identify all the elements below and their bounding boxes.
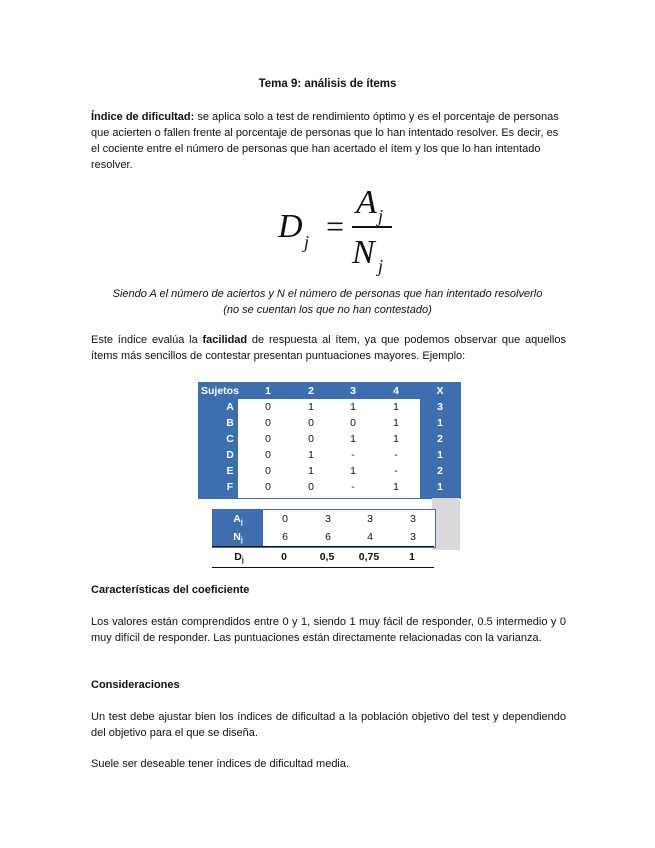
row-subject: A: [226, 401, 234, 413]
header-cell-sujetos: Sujetos: [201, 385, 239, 397]
consideraciones-paragraph-1: Un test debe ajustar bien los índices de dificultad a la población objetivo del test y dependiendo del objetivo para el que se diseña.: [91, 711, 566, 739]
dj-table: [212, 546, 434, 568]
row-total: 3: [437, 401, 443, 413]
row-value: 1: [393, 481, 399, 493]
intro-text: se aplica solo a test de rendimiento óptimo y es el porcentaje de personas que acierten o fallen frente al porcentaje de personas que lo han intentado resolver. Es decir, es el cociente entre el número de personas que han acertado el ítem y los que lo han intentado resolver.: [91, 111, 559, 171]
row-total: 1: [437, 417, 443, 429]
row-value: 0: [265, 449, 271, 461]
row-value: 1: [393, 401, 399, 413]
table-row: [198, 415, 461, 431]
table-shadow-decoration: [432, 498, 460, 550]
aj-value: 3: [410, 513, 416, 525]
formula-numerator-sub: j: [378, 206, 384, 226]
nj-value: 3: [410, 531, 416, 543]
row-total: 1: [437, 481, 443, 493]
aj-value: 3: [325, 513, 331, 525]
row-value: 0: [265, 481, 271, 493]
row-value: 1: [393, 417, 399, 429]
row-value: 1: [350, 465, 356, 477]
table-row: [198, 463, 461, 479]
intro-paragraph: [91, 109, 566, 173]
subjects-table: [198, 382, 461, 499]
difficulty-formula: [278, 184, 398, 279]
caracteristicas-heading: Características del coeficiente: [91, 584, 250, 596]
formula-numerator: A: [356, 184, 377, 221]
caption-line-1: Siendo A el número de aciertos y N el número de personas que han intentado resolverlo: [112, 288, 543, 300]
nj-value: 6: [282, 531, 288, 543]
header-cell-x: X: [436, 385, 444, 397]
row-subject: F: [226, 481, 234, 493]
row-subject: C: [226, 433, 234, 445]
dj-value: 0,75: [358, 551, 380, 563]
row-subject: B: [226, 417, 234, 429]
row-value: 1: [308, 449, 314, 461]
table-header-row: [198, 383, 461, 399]
table-row: [198, 479, 461, 495]
consideraciones-paragraph-2: Suele ser deseable tener índices de dificultad media.: [91, 758, 350, 770]
row-value: 1: [350, 433, 356, 445]
row-value: 1: [308, 401, 314, 413]
dj-label: $D_j$: [234, 551, 244, 564]
dj-value: 0,5: [319, 551, 335, 563]
nj-value: 6: [325, 531, 331, 543]
indice-bold: facilidad: [202, 334, 248, 346]
aj-value: 0: [282, 513, 288, 525]
row-value: 0: [265, 433, 271, 445]
row-value: -: [351, 449, 355, 461]
formula-denominator: N: [352, 234, 375, 271]
table-row: [198, 447, 461, 463]
formula-caption: [0, 286, 655, 318]
row-value: -: [394, 449, 398, 461]
indice-before: Este índice evalúa la: [91, 334, 203, 346]
nj-label: $N_j$: [213, 528, 263, 546]
indice-after: de respuesta al ítem, ya que podemos observar que aquellos ítems más sencillos de contestar presentan puntuaciones mayores. Ejemplo:: [91, 334, 566, 362]
row-subject: E: [226, 465, 234, 477]
nj-value: 4: [367, 531, 373, 543]
row-value: 0: [308, 417, 314, 429]
row-value: 0: [308, 433, 314, 445]
row-value: 0: [350, 417, 356, 429]
row-total: 1: [437, 449, 443, 461]
page-title: Tema 9: análisis de ítems: [258, 78, 397, 90]
intro-bold-lead: Índice de dificultad:: [91, 111, 195, 123]
dj-value: 1: [409, 551, 415, 563]
aj-label: $A_j$: [213, 510, 263, 528]
row-value: -: [394, 465, 398, 477]
indice-paragraph: [91, 332, 566, 364]
consideraciones-heading: Consideraciones: [91, 679, 180, 691]
row-value: 0: [265, 401, 271, 413]
row-value: 0: [265, 417, 271, 429]
header-cell-4: 4: [393, 385, 399, 397]
header-cell-1: 1: [265, 385, 271, 397]
aj-value: 3: [367, 513, 373, 525]
formula-lhs: D: [278, 208, 303, 245]
row-value: 0: [308, 481, 314, 493]
caracteristicas-paragraph: Los valores están comprendidos entre 0 y 1, siendo 1 muy fácil de responder, 0.5 intermedio y 0 muy difícil de responder. Las puntuaciones están directamente relacionadas con la varianza.: [91, 616, 566, 644]
header-cell-3: 3: [350, 385, 356, 397]
table-row: [198, 399, 461, 415]
aj-nj-table: [212, 509, 436, 548]
dj-value: 0: [281, 551, 287, 563]
row-value: 1: [308, 465, 314, 477]
row-total: 2: [437, 465, 443, 477]
row-subject: D: [226, 449, 234, 461]
formula-fraction-bar: [352, 226, 392, 228]
formula-equals: =: [326, 208, 345, 244]
table-row: [198, 431, 461, 447]
formula-denominator-sub: j: [378, 256, 384, 276]
row-total: 2: [437, 433, 443, 445]
row-value: -: [351, 481, 355, 493]
row-value: 0: [265, 465, 271, 477]
caption-line-2: (no se cuentan los que no han contestado): [223, 304, 432, 316]
row-value: 1: [393, 433, 399, 445]
formula-lhs-sub: j: [304, 232, 310, 252]
row-value: 1: [350, 401, 356, 413]
header-cell-2: 2: [308, 385, 314, 397]
